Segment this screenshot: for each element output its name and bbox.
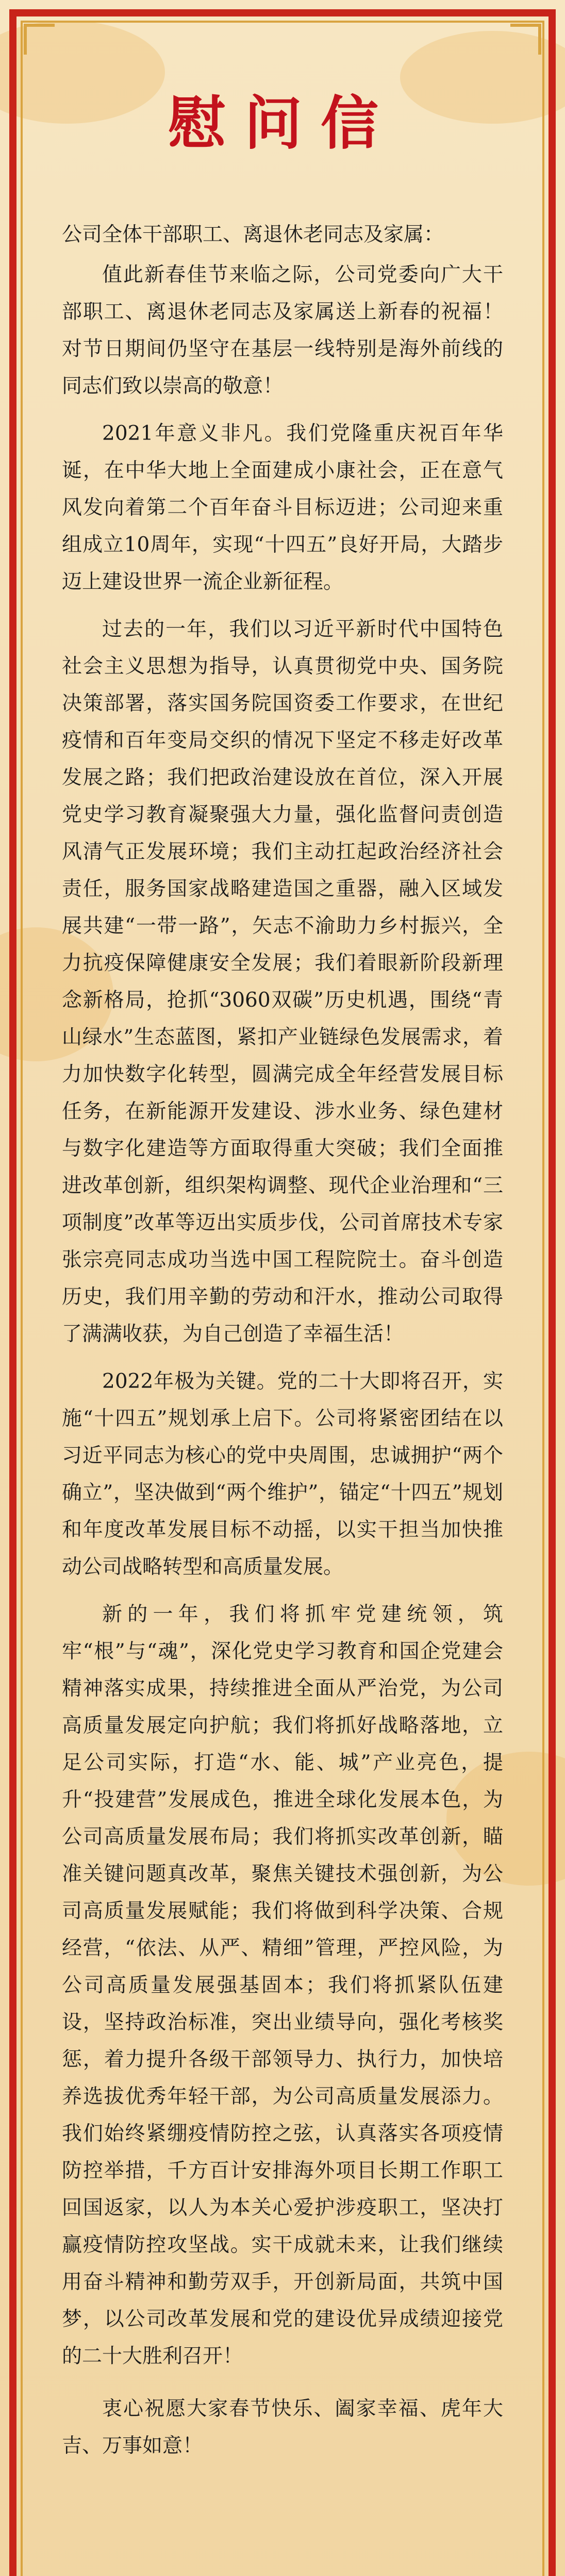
paragraph-1: 值此新春佳节来临之际，公司党委向广大干部职工、离退休老同志及家属送上新春的祝福！对节日期间仍坚守在基层一线特别是海外前线的同志们致以崇高的敬意！ <box>62 263 503 398</box>
paragraph-2: 2021年意义非凡。我们党隆重庆祝百年华诞，在中华大地上全面建成小康社会，正在意气风发向着第二个百年奋斗目标迈进；公司迎来重组成立10周年，实现“十四五”良好开局，大踏步迈上建设世界一流企业新征程。 <box>62 422 503 594</box>
letter-body <box>62 216 503 2475</box>
paragraph-3: 过去的一年，我们以习近平新时代中国特色社会主义思想为指导，认真贯彻党中央、国务院决策部署，落实国务院国资委工作要求，在世纪疫情和百年变局交织的情况下坚定不移走好改革发展之路；我们把政治建设放在首位，深入开展党史学习教育凝聚强大力量，强化监督问责创造风清气正发展环境；我们主动扛起政治经济社会责任，服务国家战略建造国之重器，融入区域发展共建“一带一路”，矢志不渝助力乡村振兴，全力抗疫保障健康安全发展；我们着眼新阶段新理念新格局，抢抓“3060双碳”历史机遇，围绕“青山绿水”生态蓝图，紧扣产业链绿色发展需求，着力加快数字化转型，圆满完成全年经营发展目标任务，在新能源开发建设、涉水业务、绿色建材与数字化建造等方面取得重大突破；我们全面推进改革创新，组织架构调整、现代企业治理和“三项制度”改革等迈出实质步伐，公司首席技术专家张宗亮同志成功当选中国工程院院士。奋斗创造历史，我们用辛勤的劳动和汗水，推动公司取得了满满收获，为自己创造了幸福生活！ <box>62 618 503 1346</box>
corner-ornament <box>24 24 55 55</box>
corner-ornament <box>510 24 541 55</box>
closing-wishes: 衷心祝愿大家春节快乐、阖家幸福、虎年大吉、万事如意！ <box>62 2397 503 2458</box>
salutation: 公司全体干部职工、离退休老同志及家属： <box>62 223 444 246</box>
paragraph-5: 新的一年，我们将抓牢党建统领，筑牢“根”与“魂”，深化党史学习教育和国企党建会精神落实成果，持续推进全面从严治党，为公司高质量发展定向护航；我们将抓好战略落地，立足公司实际，打造“水、能、城”产业亮色，提升“投建营”发展成色，推进全球化发展本色，为公司高质量发展布局；我们将抓实改革创新，瞄准关键问题真改革，聚焦关键技术强创新，为公司高质量发展赋能；我们将做到科学决策、合规经营，“依法、从严、精细”管理，严控风险，为公司高质量发展强基固本；我们将抓紧队伍建设，坚持政治标准，突出业绩导向，强化考核奖惩，着力提升各级干部领导力、执行力，加快培养选拔优秀年轻干部，为公司高质量发展添力。我们始终紧绷疫情防控之弦，认真落实各项疫情防控举措，千方百计安排海外项目长期工作职工回国返家，以人为本关心爱护涉疫职工，坚决打赢疫情防控攻坚战。实干成就未来，让我们继续用奋斗精神和勤劳双手，开创新局面，共筑中国梦，以公司改革发展和党的建设优异成绩迎接党的二十大胜利召开！ <box>62 1603 503 2368</box>
paragraph-4: 2022年极为关键。党的二十大即将召开，实施“十四五”规划承上启下。公司将紧密团结在以习近平同志为核心的党中央周围，忠诚拥护“两个确立”，坚决做到“两个维护”，锚定“十四五”规划和年度改革发展目标不动摇，以实干担当加快推动公司战略转型和高质量发展。 <box>62 1370 503 1579</box>
letter-title: 慰问信 <box>168 90 397 157</box>
